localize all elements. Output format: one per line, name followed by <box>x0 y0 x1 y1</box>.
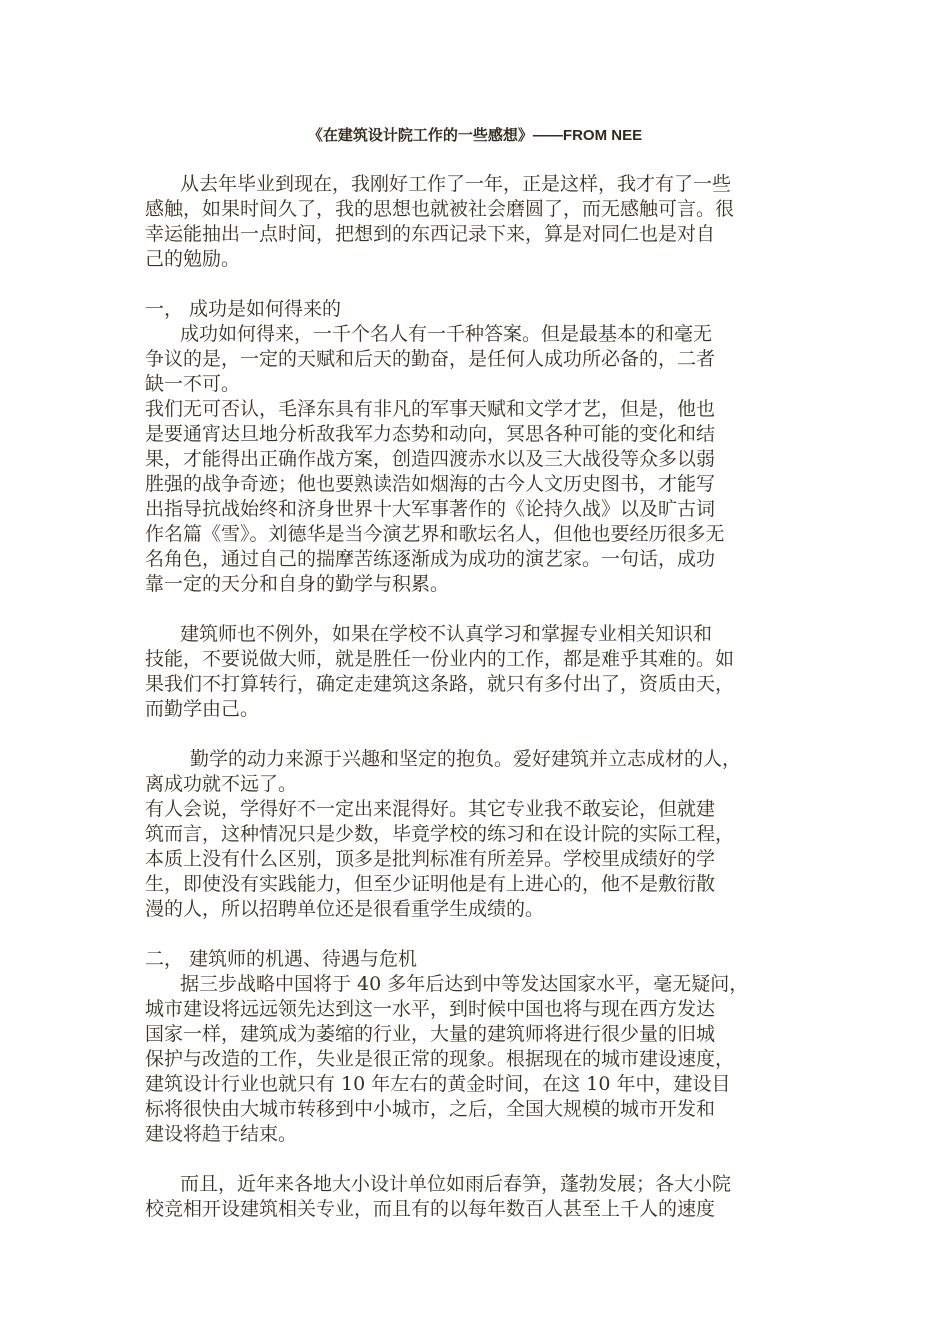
paragraph-spacer <box>145 1147 810 1172</box>
section-1-paragraph-3: 建筑师也不例外，如果在学校不认真学习和掌握专业相关知识和 技能，不要说做大师，就是胜任一份业内的工作，都是难乎其难的。如 果我们不打算转行，确定走建筑这条路，就只有多付出了，资质由天， 而勤学由己。 <box>145 623 735 720</box>
section-1-paragraph-1: 成功如何得来，一千个名人有一千种答案。但是最基本的和毫无 争议的是，一定的天赋和后天的勤奋，是任何人成功所必备的，二者 缺一不可。 <box>145 323 716 395</box>
section-1-heading: 一， 成功是如何得来的 <box>145 298 342 320</box>
paragraph-spacer <box>145 272 810 297</box>
document-title: 《在建筑设计院工作的一些感想》——FROM NEE <box>307 127 643 144</box>
section-1-paragraph-4: 勤学的动力来源于兴趣和坚定的抱负。爱好建筑并立志成材的人， 离成功就不远了。 <box>145 748 742 795</box>
section-1-paragraph-2: 我们无可否认，毛泽东具有非凡的军事天赋和文学才艺，但是，他也 是要通宵达旦地分析敌我军力态势和动向，冥思各种可能的变化和结 果，才能得出正确作战方案，创造四渡赤水以及三大战役等众多以弱 胜强的战争奇迹；他也要熟读浩如烟海的古今人文历史图书，才能写 出指导抗战始终和济身世界十大军事著作的《论持久战》以及旷古词 作名篇《雪》。刘德华是当今演艺界和歌坛名人，但他也要经历很多无 名角色，通过自己的揣摩苦练逐渐成为成功的演艺家。一句话，成功 靠一定的天分和自身的勤学与积累。 <box>145 398 725 595</box>
paragraph-spacer <box>145 722 810 747</box>
section-1-paragraph-5: 有人会说，学得好不一定出来混得好。其它专业我不敢妄论，但就建 筑而言，这种情况只是少数，毕竟学校的练习和在设计院的实际工程， 本质上没有什么区别，顶多是批判标准有所差异。学校里成绩好的学 生，即使没有实践能力，但至少证明他是有上进心的，他不是敷衍散 漫的人，所以招聘单位还是很看重学生成绩的。 <box>145 798 735 920</box>
document-body <box>145 172 810 1222</box>
section-2-heading: 二， 建筑师的机遇、待遇与危机 <box>145 948 418 970</box>
section-2-paragraph-1: 据三步战略中国将于 40 多年后达到中等发达国家水平，毫无疑问， 城市建设将远远领先达到这一水平，到时候中国也将与现在西方发达 国家一样，建筑成为萎缩的行业，大量的建筑师将进行很少量的旧城 保护与改造的工作，失业是很正常的现象。根据现在的城市建设速度， 建筑设计行业也就只有 10 年左右的黄金时间，在这 10 年中，建设目 标将很快由大城市转移到中小城市，之后，全国大规模的城市开发和 建设将趋于结束。 <box>145 973 749 1145</box>
paragraph-spacer <box>145 597 810 622</box>
section-2-paragraph-2: 而且，近年来各地大小设计单位如雨后春笋，蓬勃发展；各大小院 校竞相开设建筑相关专业，而且有的以每年数百人甚至上千人的速度 <box>145 1173 732 1220</box>
paragraph-spacer <box>145 922 810 947</box>
intro-paragraph: 从去年毕业到现在，我刚好工作了一年，正是这样，我才有了一些 感触，如果时间久了，我的思想也就被社会磨圆了，而无感触可言。很 幸运能抽出一点时间，把想到的东西记录下来，算是对同仁也是对自 己的勉励。 <box>145 173 735 270</box>
